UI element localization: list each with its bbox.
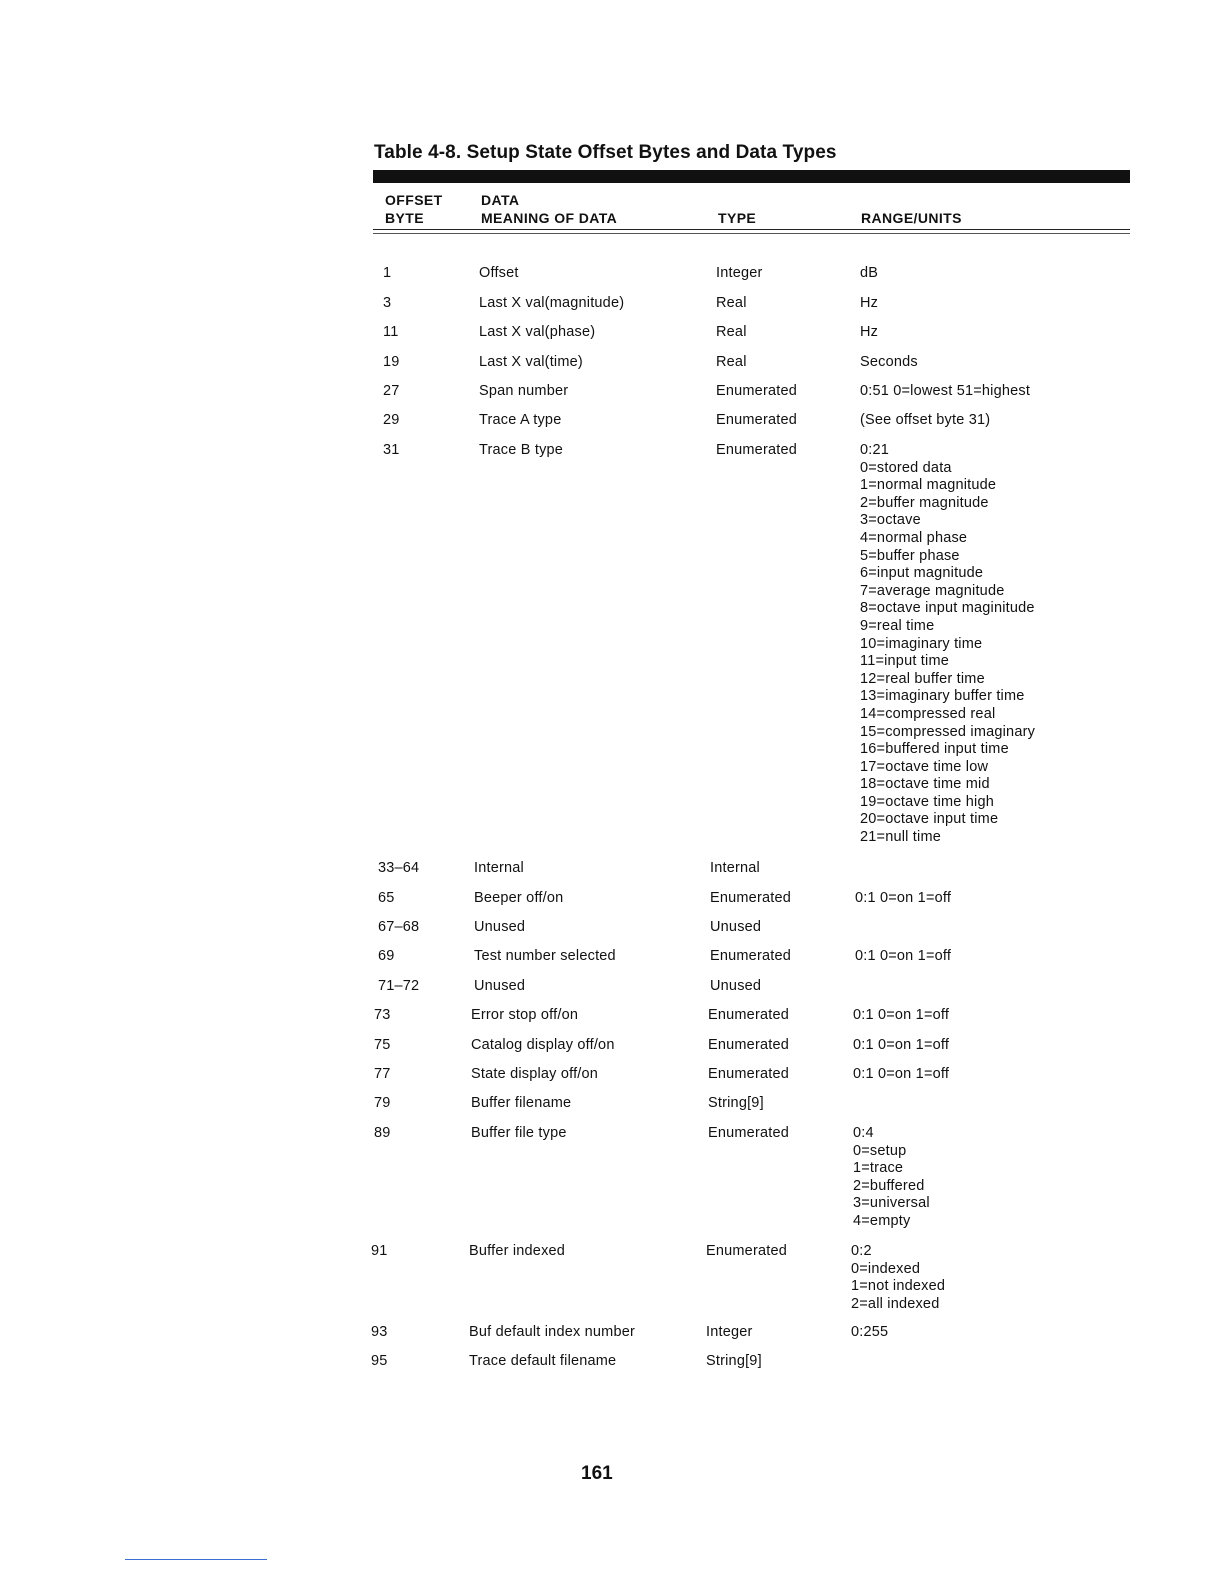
row-data-type: Enumerated xyxy=(710,948,791,964)
row-range-units xyxy=(851,1243,945,1313)
range-line: 18=octave time mid xyxy=(860,776,990,793)
row-offset-byte: 31 xyxy=(383,442,400,458)
row-meaning: Span number xyxy=(479,383,569,399)
row-meaning: Last X val(magnitude) xyxy=(479,295,625,311)
row-offset-byte: 69 xyxy=(378,948,395,964)
range-line: 1=trace xyxy=(853,1160,904,1177)
row-data-type: Enumerated xyxy=(708,1007,789,1023)
table-title: Table 4-8. Setup State Offset Bytes and Data Types xyxy=(374,142,837,163)
row-data-type: Integer xyxy=(706,1324,753,1340)
header-range: RANGE/UNITS xyxy=(861,210,962,226)
range-line: 0:51 0=lowest 51=highest xyxy=(860,383,1031,399)
row-data-type: Internal xyxy=(710,860,760,876)
range-line: Seconds xyxy=(860,354,918,370)
range-line: 9=real time xyxy=(860,617,935,634)
range-line: 8=octave input maginitude xyxy=(860,600,1035,617)
row-data-type: Unused xyxy=(710,978,762,994)
row-offset-byte: 95 xyxy=(371,1353,388,1369)
row-offset-byte: 19 xyxy=(383,354,400,370)
range-line: 4=normal phase xyxy=(860,529,968,546)
row-offset-byte: 67–68 xyxy=(378,919,420,935)
row-offset-byte: 27 xyxy=(383,383,400,399)
row-offset-byte: 65 xyxy=(378,890,395,906)
range-line: 0:2 xyxy=(851,1243,872,1259)
row-meaning: Catalog display off/on xyxy=(471,1037,615,1053)
range-line: 14=compressed real xyxy=(860,705,996,722)
row-offset-byte: 91 xyxy=(371,1243,388,1259)
header-offset-line1: OFFSET xyxy=(385,192,443,208)
row-offset-byte: 33–64 xyxy=(378,860,420,876)
row-data-type: Unused xyxy=(710,919,762,935)
range-line: 13=imaginary buffer time xyxy=(860,688,1025,705)
row-meaning: Trace A type xyxy=(479,412,562,428)
footer-rule xyxy=(125,1559,267,1560)
row-meaning: Unused xyxy=(474,978,526,994)
row-meaning: Unused xyxy=(474,919,526,935)
range-line: 0:1 0=on 1=off xyxy=(855,890,952,906)
row-range-units xyxy=(860,265,878,283)
row-offset-byte: 89 xyxy=(374,1125,391,1141)
range-line: 4=empty xyxy=(853,1212,911,1229)
row-data-type: Enumerated xyxy=(708,1066,789,1082)
range-line: 20=octave input time xyxy=(860,811,999,828)
range-line: 0:255 xyxy=(851,1324,889,1340)
row-meaning: Internal xyxy=(474,860,524,876)
range-line: 0:4 xyxy=(853,1125,874,1141)
range-line: 0:1 0=on 1=off xyxy=(853,1037,950,1053)
row-data-type: Integer xyxy=(716,265,763,281)
range-line: Hz xyxy=(860,324,879,340)
row-offset-byte: 75 xyxy=(374,1037,391,1053)
row-data-type: Enumerated xyxy=(716,383,797,399)
range-line: dB xyxy=(860,265,879,281)
row-data-type: Enumerated xyxy=(710,890,791,906)
row-meaning: Test number selected xyxy=(474,948,616,964)
range-line: 7=average magnitude xyxy=(860,582,1005,599)
row-range-units xyxy=(860,324,878,342)
range-line: 0:1 0=on 1=off xyxy=(853,1007,950,1023)
row-range-units xyxy=(855,948,951,966)
row-data-type: String[9] xyxy=(708,1095,764,1111)
page-number: 161 xyxy=(581,1463,613,1484)
row-meaning: Beeper off/on xyxy=(474,890,564,906)
row-range-units xyxy=(851,1324,888,1342)
range-line: 2=buffer magnitude xyxy=(860,494,989,511)
range-line: 0=indexed xyxy=(851,1260,921,1277)
row-offset-byte: 1 xyxy=(383,265,392,281)
range-line: 0=stored data xyxy=(860,459,952,476)
row-range-units xyxy=(853,1007,949,1025)
range-line: 16=buffered input time xyxy=(860,741,1009,758)
range-line: 1=not indexed xyxy=(851,1278,946,1295)
range-line: 3=octave xyxy=(860,512,921,529)
range-line: 6=input magnitude xyxy=(860,565,984,582)
row-meaning: Trace default filename xyxy=(469,1353,617,1369)
row-range-units xyxy=(853,1066,949,1084)
row-range-units xyxy=(853,1125,930,1231)
row-offset-byte: 93 xyxy=(371,1324,388,1340)
row-meaning: Error stop off/on xyxy=(471,1007,579,1023)
range-line: (See offset byte 31) xyxy=(860,412,991,428)
row-meaning: Buffer indexed xyxy=(469,1243,566,1259)
row-range-units xyxy=(855,890,951,908)
header-meaning-line1: DATA xyxy=(481,192,520,208)
row-offset-byte: 79 xyxy=(374,1095,391,1111)
row-meaning: Trace B type xyxy=(479,442,564,458)
row-data-type: Enumerated xyxy=(708,1125,789,1141)
range-line: 10=imaginary time xyxy=(860,635,983,652)
row-offset-byte: 3 xyxy=(383,295,392,311)
range-line: 2=all indexed xyxy=(851,1295,940,1312)
row-meaning: Offset xyxy=(479,265,519,281)
header-type: TYPE xyxy=(718,210,757,226)
row-meaning: Buffer filename xyxy=(471,1095,572,1111)
range-line: 0:1 0=on 1=off xyxy=(853,1066,950,1082)
row-data-type: Enumerated xyxy=(708,1037,789,1053)
row-data-type: Enumerated xyxy=(716,412,797,428)
row-meaning: Buffer file type xyxy=(471,1125,567,1141)
row-range-units xyxy=(860,354,918,372)
range-line: 11=input time xyxy=(860,653,949,670)
row-range-units xyxy=(860,412,990,430)
range-line: 15=compressed imaginary xyxy=(860,723,1036,740)
range-line: 2=buffered xyxy=(853,1177,925,1194)
row-meaning: Buf default index number xyxy=(469,1324,636,1340)
row-offset-byte: 29 xyxy=(383,412,400,428)
row-range-units xyxy=(860,295,878,313)
range-line: Hz xyxy=(860,295,879,311)
range-line: 0=setup xyxy=(853,1142,907,1159)
row-data-type: String[9] xyxy=(706,1353,762,1369)
range-line: 17=octave time low xyxy=(860,758,989,775)
row-data-type: Enumerated xyxy=(706,1243,787,1259)
row-meaning: Last X val(time) xyxy=(479,354,583,370)
range-line: 0:1 0=on 1=off xyxy=(855,948,952,964)
row-range-units xyxy=(860,442,1035,847)
range-line: 1=normal magnitude xyxy=(860,477,997,494)
row-meaning: Last X val(phase) xyxy=(479,324,596,340)
row-offset-byte: 71–72 xyxy=(378,978,420,994)
row-data-type: Real xyxy=(716,295,747,311)
row-data-type: Real xyxy=(716,324,747,340)
row-range-units xyxy=(860,383,1030,401)
range-line: 21=null time xyxy=(860,829,941,846)
range-line: 0:21 xyxy=(860,442,890,458)
row-offset-byte: 77 xyxy=(374,1066,391,1082)
row-range-units xyxy=(853,1037,949,1055)
row-offset-byte: 11 xyxy=(383,324,399,340)
range-line: 3=universal xyxy=(853,1195,930,1212)
range-line: 5=buffer phase xyxy=(860,547,960,564)
header-meaning-line2: MEANING OF DATA xyxy=(481,210,618,226)
row-meaning: State display off/on xyxy=(471,1066,599,1082)
row-offset-byte: 73 xyxy=(374,1007,391,1023)
row-data-type: Real xyxy=(716,354,747,370)
range-line: 19=octave time high xyxy=(860,793,994,810)
range-line: 12=real buffer time xyxy=(860,670,985,687)
row-data-type: Enumerated xyxy=(716,442,797,458)
header-offset-line2: BYTE xyxy=(385,210,424,226)
